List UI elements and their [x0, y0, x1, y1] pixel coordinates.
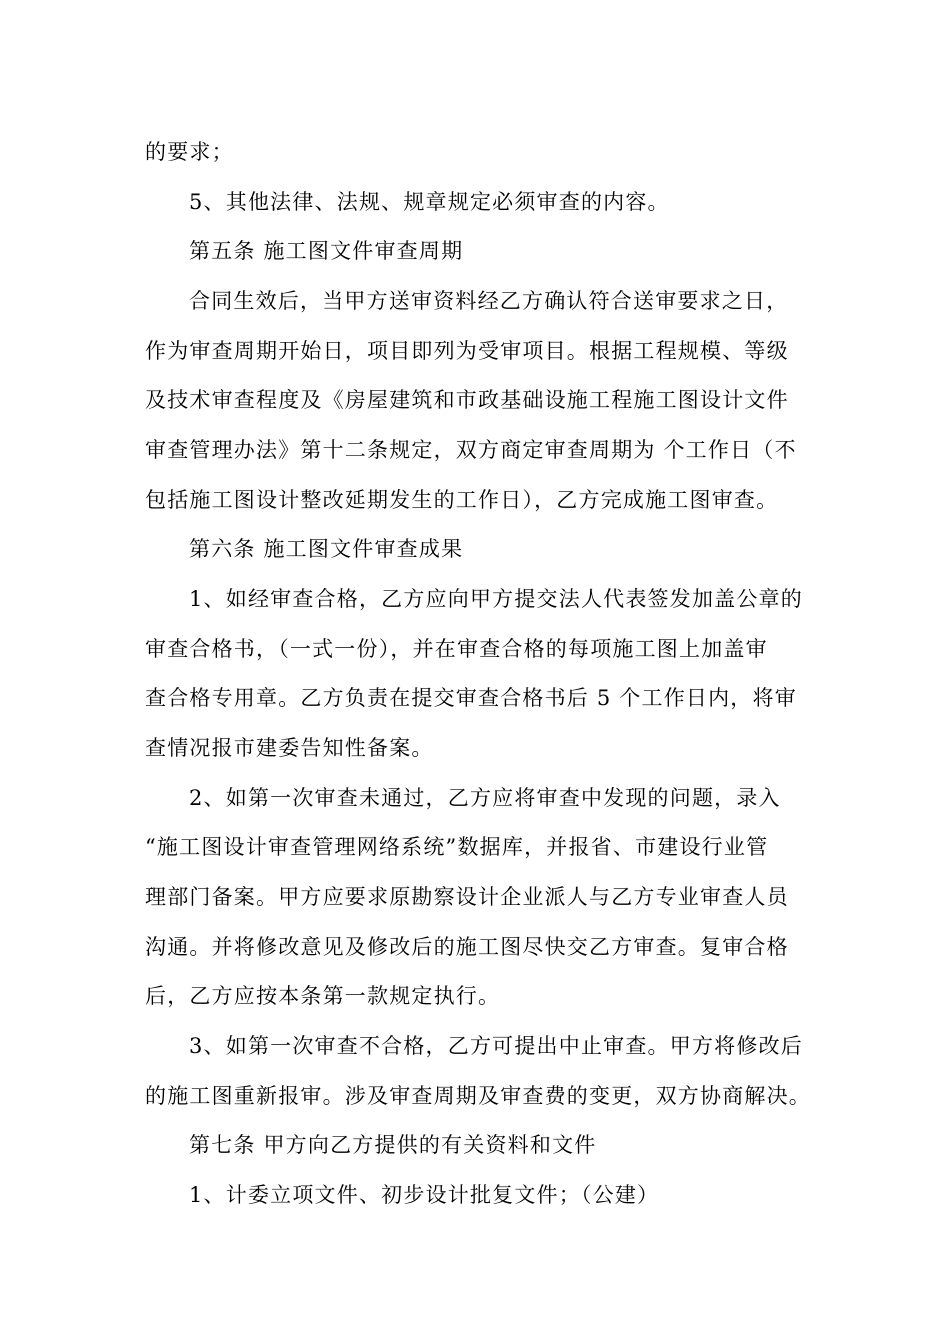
text-line: 及技术审查程度及《房屋建筑和市政基础设施工程施工图设计文件 [145, 388, 789, 412]
text-line: 5、其他法律、法规、规章规定必须审查的内容。 [189, 190, 670, 214]
text-line: 的施工图重新报审。涉及审查周期及审查费的变更，双方协商解决。 [145, 1084, 811, 1108]
text-line: 3、如第一次审查不合格，乙方可提出中止审查。甲方将修改后 [189, 1034, 803, 1058]
text-line: 审查管理办法》第十二条规定，双方商定审查周期为 个工作日（不 [145, 438, 797, 462]
text-line: 合同生效后，当甲方送审资料经乙方确认符合送审要求之日， [189, 289, 789, 313]
section-heading: 第六条 施工图文件审查成果 [189, 537, 464, 561]
section-heading: 第五条 施工图文件审查周期 [189, 239, 464, 263]
text-line: 2、如第一次审查未通过，乙方应将审查中发现的问题，录入 [189, 786, 781, 810]
text-line: 1、如经审查合格，乙方应向甲方提交法人代表签发加盖公章的 [189, 587, 803, 611]
text-line: 理部门备案。甲方应要求原勘察设计企业派人与乙方专业审查人员 [145, 885, 789, 909]
text-line: 查情况报市建委告知性备案。 [145, 736, 434, 760]
text-line: 的要求； [145, 140, 234, 164]
text-line: 包括施工图设计整改延期发生的工作日），乙方完成施工图审查。 [145, 488, 779, 512]
text-line: “施工图设计审查管理网络系统”数据库，并报省、市建设行业管 [145, 835, 769, 859]
section-heading: 第七条 甲方向乙方提供的有关资料和文件 [189, 1133, 597, 1157]
text-line: 后，乙方应按本条第一款规定执行。 [145, 984, 501, 1008]
text-line: 1、计委立项文件、初步设计批复文件；（公建） [189, 1183, 660, 1207]
text-line: 作为审查周期开始日，项目即列为受审项目。根据工程规模、等级 [145, 339, 789, 363]
text-line: 审查合格书，（一式一份），并在审查合格的每项施工图上加盖审 [145, 637, 768, 661]
text-line: 查合格专用章。乙方负责在提交审查合格书后 5 个工作日内，将审 [145, 686, 797, 710]
text-line: 沟通。并将修改意见及修改后的施工图尽快交乙方审查。复审合格 [145, 935, 789, 959]
